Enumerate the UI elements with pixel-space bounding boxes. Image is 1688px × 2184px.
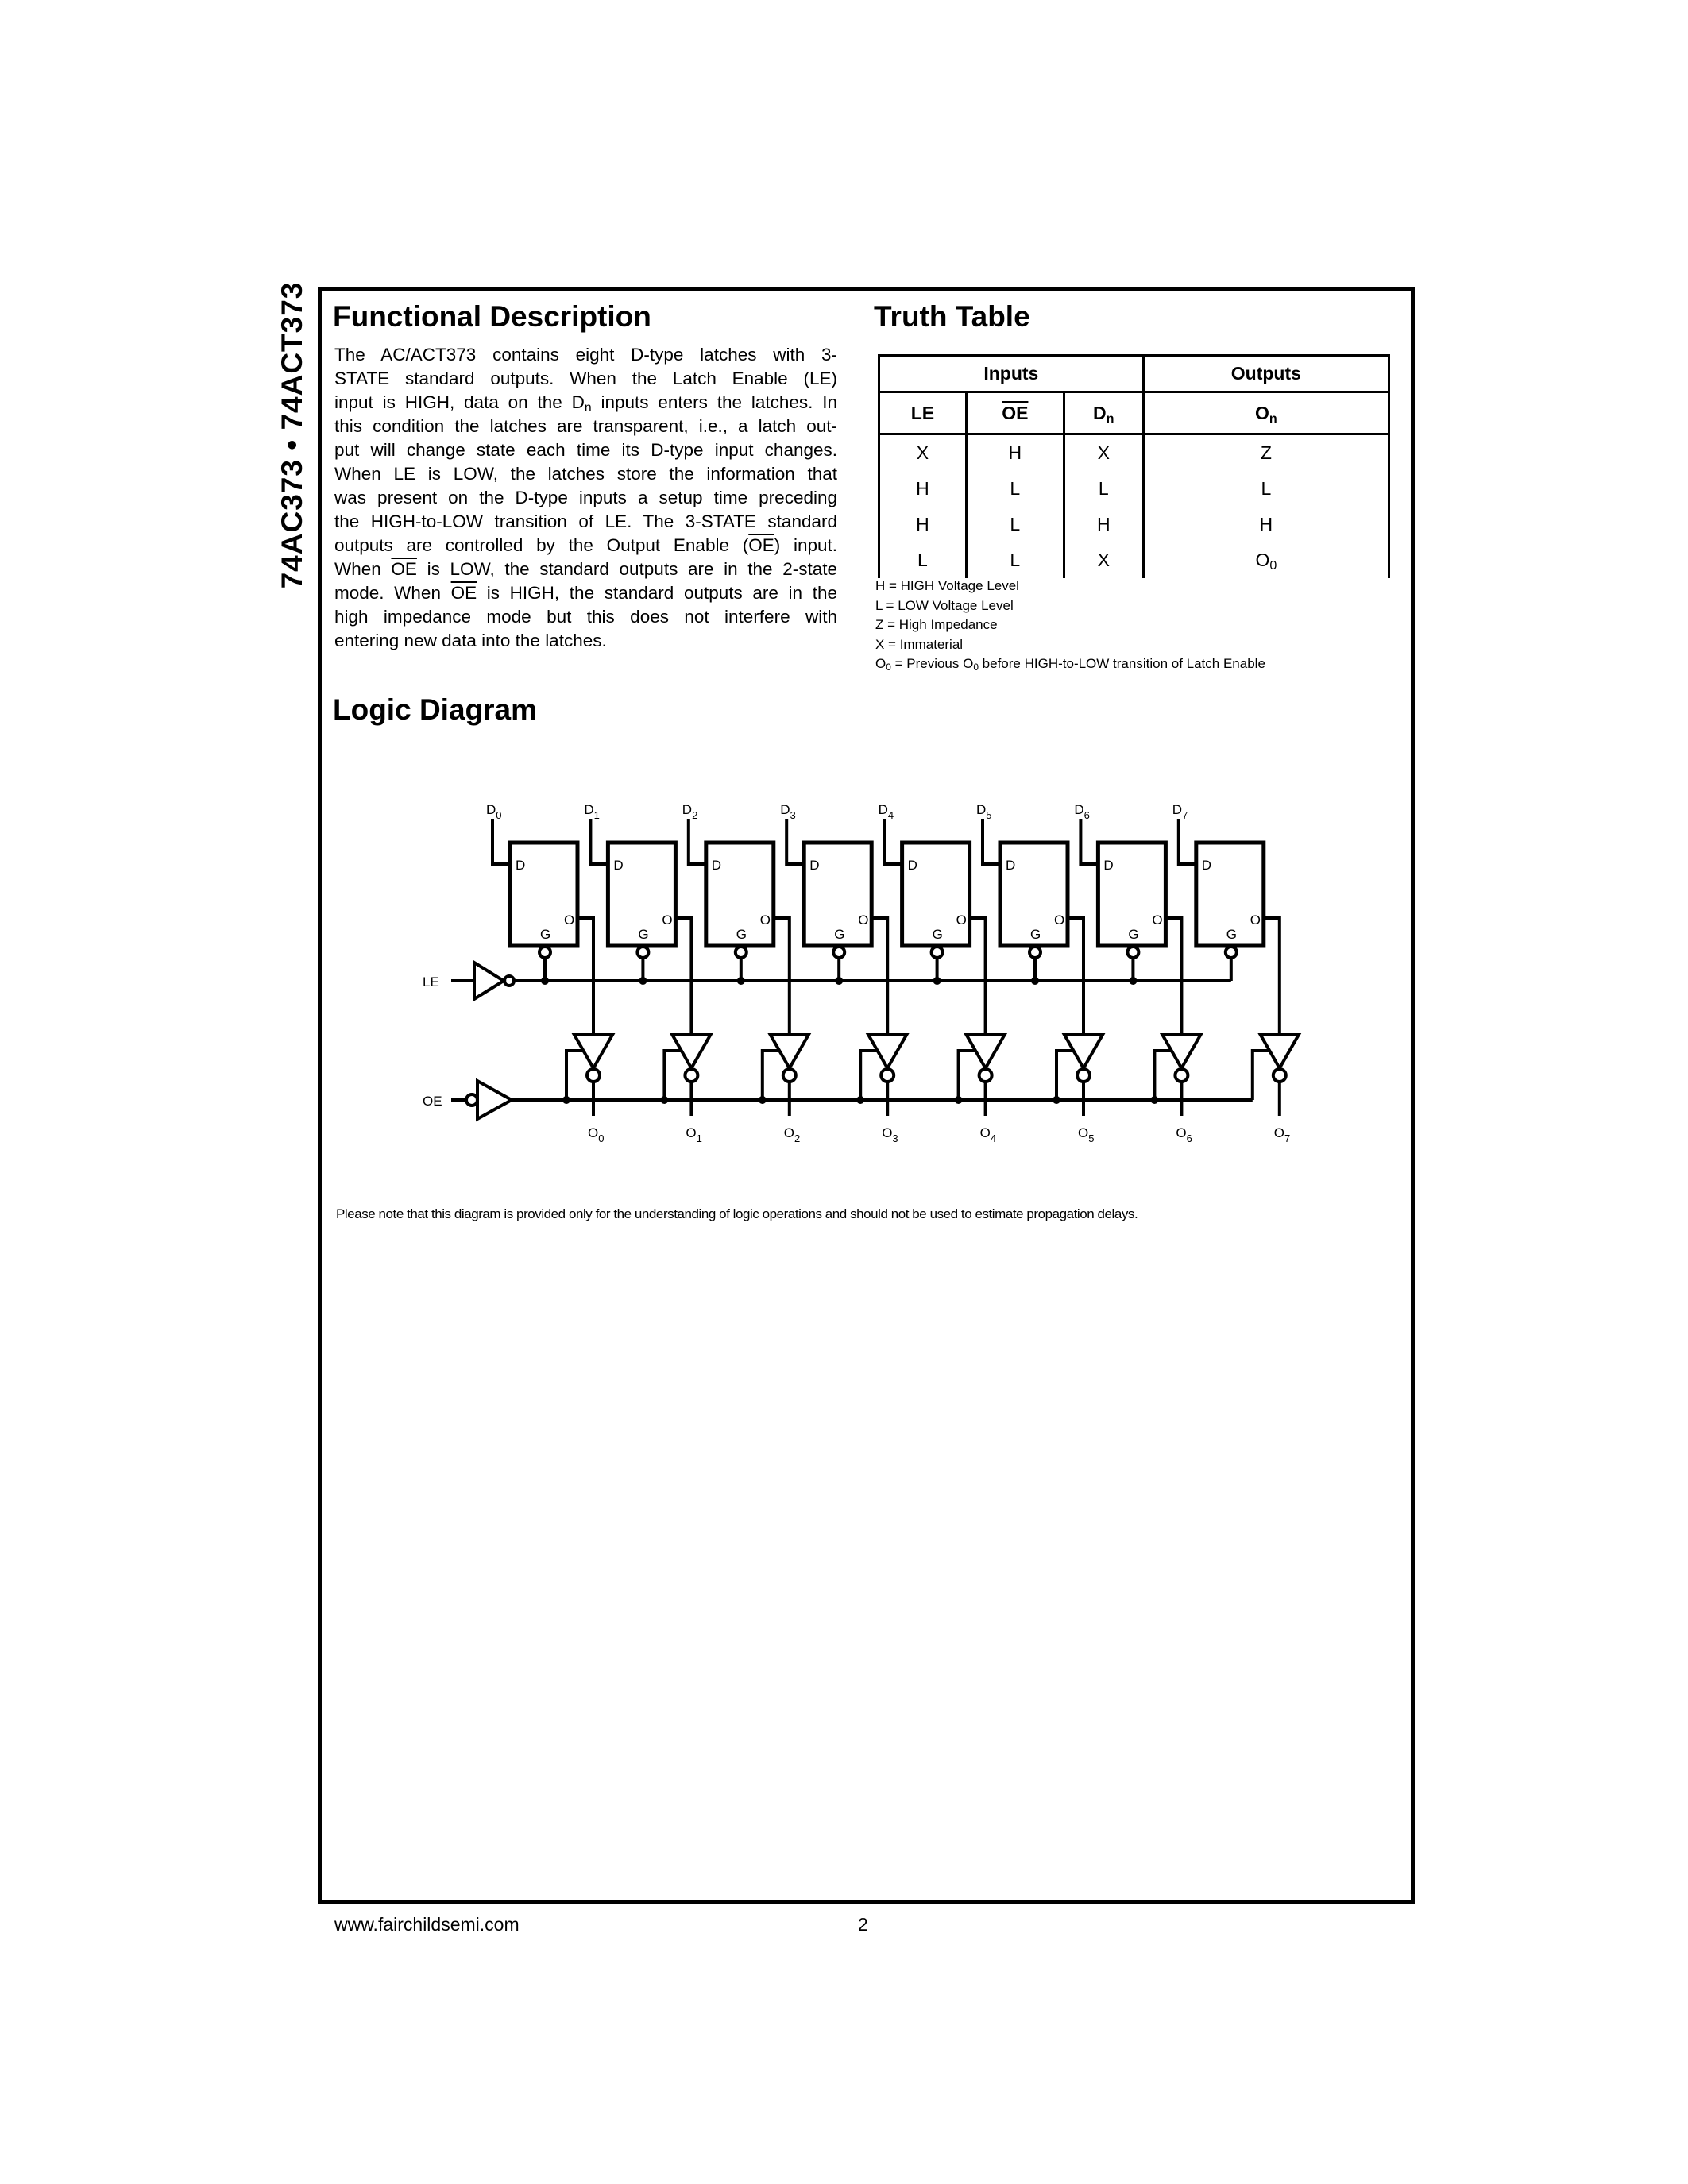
legend-text: before HIGH-to-LOW transition of Latch Enable (978, 656, 1265, 671)
subscript: 0 (886, 661, 891, 673)
text-segment: input is HIGH, data on the D (334, 392, 585, 412)
cell-value: H (1008, 442, 1022, 463)
text-segment: put will change state each time its D-type input changes. (334, 440, 837, 460)
table-cell (966, 471, 1064, 507)
label-main: O (882, 1125, 893, 1140)
body-text-line (334, 558, 837, 581)
side-part-number-title: 74AC373 • 74ACT373 (276, 281, 308, 589)
label-main: O (858, 913, 869, 928)
label-main: O (1078, 1125, 1089, 1140)
subscript: 0 (1269, 558, 1277, 573)
table-cell (1064, 542, 1143, 578)
label-main: O (1273, 1125, 1285, 1140)
text-segment: is LOW, the standard outputs are in the 2-state (416, 559, 837, 579)
label-main: D (516, 858, 526, 873)
label-main: O (588, 1125, 599, 1140)
label-main: OE (423, 1094, 442, 1109)
label-subscript: 7 (1182, 809, 1188, 821)
text-segment: STATE standard outputs. When the Latch Enable (LE) (334, 369, 837, 388)
text-segment: mode. When (334, 583, 451, 603)
text-segment: When LE is LOW, the latches store the information that (334, 464, 837, 484)
cell-value: Z (1260, 442, 1272, 463)
text-segment: inputs enters the latches. In (591, 392, 837, 412)
text-segment: entering new data into the latches. (334, 631, 607, 650)
body-text-line (334, 415, 837, 438)
label-main: O (759, 913, 771, 928)
table-cell (879, 471, 967, 507)
body-text-line (334, 581, 837, 605)
label-main: D (1172, 802, 1183, 817)
label-subscript: 0 (598, 1133, 605, 1144)
cell-value: O (1255, 550, 1270, 570)
label-subscript: 2 (794, 1133, 801, 1144)
label-main: O (956, 913, 967, 928)
column-header (879, 392, 967, 434)
label-subscript: 3 (790, 809, 796, 821)
legend-text: H = HIGH Voltage Level (875, 578, 1019, 593)
label-main: G (1226, 927, 1238, 942)
column-header (966, 392, 1064, 434)
text-segment: ) input. (774, 535, 837, 555)
label-main: D (711, 858, 722, 873)
cell-value: L (1010, 550, 1021, 570)
label-main: G (638, 927, 649, 942)
cell-value: H (916, 514, 929, 534)
diagram-note: Please note that this diagram is provided only for the understanding of logic operations and should not be used to estimate propagation delays. (336, 1206, 1138, 1221)
table-cell (1143, 542, 1389, 578)
label-main: LE (423, 974, 439, 990)
table-row (879, 542, 1389, 578)
label-subscript: 2 (692, 809, 698, 821)
functional-description-heading: Functional Description (333, 300, 651, 333)
table-cell (879, 507, 967, 542)
text-segment: was present on the D-type inputs a setup time preceding (334, 488, 837, 507)
logic-diagram-heading: Logic Diagram (333, 693, 537, 726)
label-main: O (1176, 1125, 1187, 1140)
body-text-line (334, 391, 837, 415)
text-segment: is HIGH, the standard outputs are in the (477, 583, 837, 603)
table-cell (1064, 434, 1143, 472)
body-text-line (334, 438, 837, 462)
label-main: D (809, 858, 820, 873)
label-main: O (662, 913, 673, 928)
cell-value: H (916, 478, 929, 499)
legend-item (875, 577, 1265, 596)
table-cell (966, 542, 1064, 578)
cell-value: H (1259, 514, 1273, 534)
label-main: O (783, 1125, 795, 1140)
label-subscript: 0 (496, 809, 502, 821)
text-segment: high impedance mode but this does not interfere with (334, 607, 837, 627)
subscript: n (1269, 411, 1277, 426)
text-segment: When (334, 559, 392, 579)
table-cell (1143, 434, 1389, 472)
label-main: D (486, 802, 496, 817)
label-main: G (736, 927, 747, 942)
legend-item (875, 635, 1265, 655)
label-main: G (540, 927, 551, 942)
label-main: O (1250, 913, 1261, 928)
label-main: D (976, 802, 987, 817)
label-subscript: 3 (892, 1133, 898, 1144)
table-cell (966, 507, 1064, 542)
legend-text: X = Immaterial (875, 636, 964, 652)
label-subscript: 6 (1186, 1133, 1192, 1144)
text-segment: The AC/ACT373 contains eight D-type latches with 3- (334, 345, 837, 365)
label-main: G (834, 927, 845, 942)
body-text-line (334, 367, 837, 391)
cell-value: X (916, 442, 929, 463)
label-subscript: 5 (1088, 1133, 1095, 1144)
label-main: O (564, 913, 575, 928)
column-header-label: $\overline{OE}$ (1002, 402, 1029, 423)
label-subscript: 1 (593, 809, 600, 821)
text-segment: the HIGH-to-LOW transition of LE. The 3-STATE standard (334, 511, 837, 531)
label-main: O (979, 1125, 991, 1140)
footer-website-link[interactable]: www.fairchildsemi.com (334, 1914, 520, 1935)
label-main: G (1030, 927, 1041, 942)
legend-item (875, 596, 1265, 616)
legend-text: Z = High Impedance (875, 617, 998, 632)
column-header (1143, 392, 1389, 434)
body-text-line (334, 605, 837, 629)
label-main: O (686, 1125, 697, 1140)
subscript: n (584, 400, 592, 415)
cell-value: X (1097, 442, 1110, 463)
table-row (879, 471, 1389, 507)
label-subscript: 4 (887, 809, 894, 821)
label-subscript: 4 (990, 1133, 997, 1144)
label-main: D (1074, 802, 1084, 817)
table-cell (1064, 471, 1143, 507)
label-subscript: 1 (696, 1133, 702, 1144)
legend-item (875, 654, 1265, 674)
body-text-line (334, 534, 837, 558)
column-header-label: LE (910, 402, 935, 423)
legend-text: L = LOW Voltage Level (875, 597, 1014, 613)
table-cell (879, 434, 967, 472)
cell-value: L (1010, 478, 1021, 499)
truth-table-group-header-row (879, 356, 1389, 392)
label-main: O (1054, 913, 1065, 928)
functional-description-body (334, 343, 837, 653)
label-main: O (1152, 913, 1163, 928)
truth-table-column-header-row (879, 392, 1389, 434)
legend-item (875, 615, 1265, 635)
cell-value: X (1097, 550, 1110, 570)
overlined-signal: $\overline{OE}$ (450, 583, 477, 603)
legend-text: O (875, 656, 886, 671)
subscript: n (1106, 411, 1114, 426)
label-subscript: 7 (1284, 1133, 1291, 1144)
truth-table (878, 354, 1390, 578)
label-main: D (1201, 858, 1212, 873)
cell-value: L (917, 550, 928, 570)
label-subscript: 6 (1083, 809, 1090, 821)
label-main: D (584, 802, 594, 817)
label-main: D (613, 858, 624, 873)
table-row (879, 507, 1389, 542)
column-header-label: O (1255, 402, 1269, 423)
truth-table-legend (875, 577, 1265, 674)
subscript: 0 (973, 661, 979, 673)
column-header (1064, 392, 1143, 434)
body-text-line (334, 629, 837, 653)
text-segment: this condition the latches are transparent, i.e., a latch out- (334, 416, 837, 436)
legend-text: = Previous O (890, 656, 974, 671)
cell-value: L (1010, 514, 1021, 534)
table-row (879, 434, 1389, 472)
body-text-line (334, 343, 837, 367)
label-main: D (907, 858, 917, 873)
cell-value: H (1096, 514, 1111, 534)
label-main: G (1128, 927, 1139, 942)
text-segment: outputs are controlled by the Output Enable ( (334, 535, 749, 555)
label-main: G (932, 927, 943, 942)
label-subscript: 5 (986, 809, 992, 821)
label-main: D (878, 802, 888, 817)
outputs-group-header: Outputs (1143, 356, 1389, 392)
cell-value: L (1261, 478, 1272, 499)
body-text-line (334, 462, 837, 486)
table-cell (879, 542, 967, 578)
body-text-line (334, 510, 837, 534)
cell-value: L (1098, 478, 1109, 499)
overlined-signal: $\overline{OE}$ (748, 535, 774, 555)
table-cell (1064, 507, 1143, 542)
table-cell (1143, 507, 1389, 542)
body-text-line (334, 486, 837, 510)
label-main: D (1103, 858, 1114, 873)
label-main: D (1006, 858, 1016, 873)
overlined-signal: $\overline{OE}$ (391, 559, 417, 579)
label-main: D (682, 802, 693, 817)
table-cell (966, 434, 1064, 472)
table-cell (1143, 471, 1389, 507)
page-number: 2 (858, 1914, 868, 1935)
truth-table-heading: Truth Table (874, 300, 1030, 333)
column-header-label: D (1093, 402, 1107, 423)
label-main: D (780, 802, 790, 817)
inputs-group-header: Inputs (879, 356, 1144, 392)
